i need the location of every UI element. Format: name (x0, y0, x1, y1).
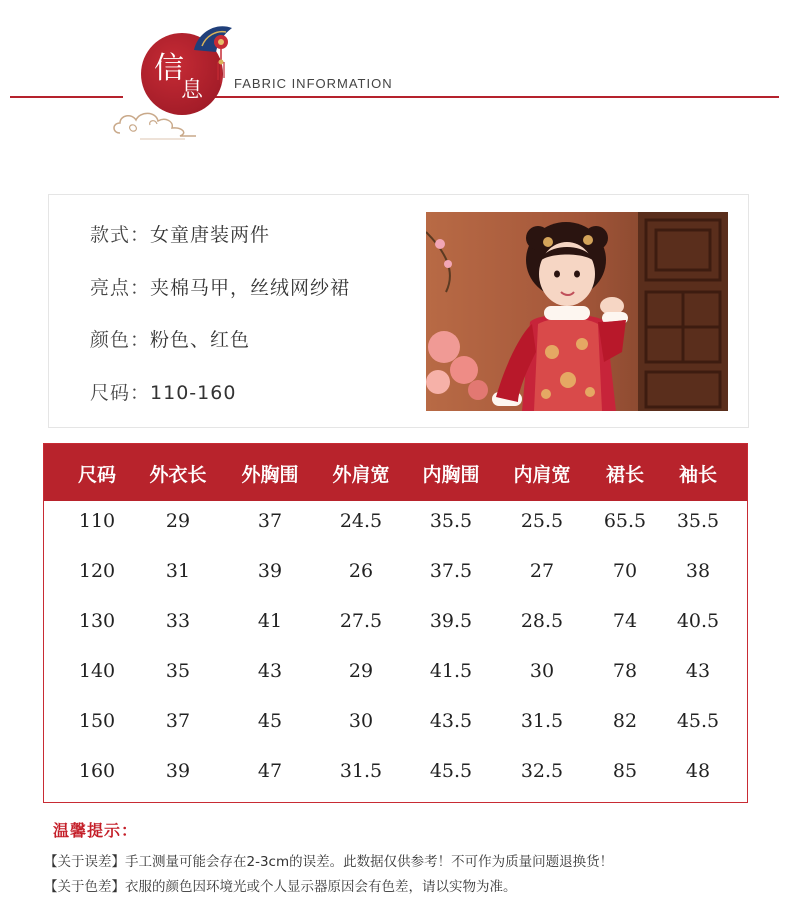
table-cell: 78 (612, 660, 638, 682)
seal-char-1: 信 (154, 51, 184, 86)
table-cell: 45 (257, 710, 283, 732)
fabric-information-title: FABRIC INFORMATION (234, 76, 393, 91)
table-cell: 31.5 (520, 710, 564, 732)
column-header: 外胸围 (241, 464, 299, 486)
section-header (0, 0, 790, 150)
table-cell: 27.5 (339, 610, 383, 632)
table-cell: 140 (78, 660, 116, 682)
table-cell: 48 (685, 760, 711, 782)
table-cell: 35.5 (676, 510, 720, 532)
table-cell: 37 (165, 710, 191, 732)
info-highlights (90, 273, 350, 300)
table-cell: 110 (78, 510, 116, 532)
table-cell: 70 (612, 560, 638, 582)
table-cell: 40.5 (676, 610, 720, 632)
table-cell: 31.5 (339, 760, 383, 782)
table-cell: 28.5 (520, 610, 564, 632)
column-header: 裙长 (605, 464, 645, 486)
info-colors (90, 325, 250, 352)
table-cell: 160 (78, 760, 116, 782)
table-cell: 26 (348, 560, 374, 582)
table-cell: 45.5 (429, 760, 473, 782)
table-cell: 35.5 (429, 510, 473, 532)
table-cell: 41 (257, 610, 283, 632)
table-cell: 65.5 (603, 510, 647, 532)
column-header: 外衣长 (149, 464, 207, 486)
table-cell: 43 (685, 660, 711, 682)
header-rule-right (213, 96, 779, 98)
table-cell: 27 (529, 560, 555, 582)
seal-char-2: 息 (181, 78, 204, 103)
table-cell: 25.5 (520, 510, 564, 532)
column-header: 内胸围 (422, 464, 480, 486)
info-style (90, 220, 270, 247)
table-cell: 41.5 (429, 660, 473, 682)
table-cell: 85 (612, 760, 638, 782)
info-value: 夹棉马甲，丝绒网纱裙 (150, 277, 351, 299)
table-cell: 82 (612, 710, 638, 732)
size-table (43, 443, 748, 803)
column-header: 袖长 (678, 464, 718, 486)
info-label: 尺码： (90, 382, 151, 404)
product-photo (426, 212, 728, 411)
product-info-card (48, 194, 749, 428)
table-cell: 39 (257, 560, 283, 582)
table-cell: 24.5 (339, 510, 383, 532)
info-label: 亮点： (90, 277, 151, 299)
table-cell: 43 (257, 660, 283, 682)
table-cell: 120 (78, 560, 116, 582)
size-table-header (44, 444, 747, 501)
info-label: 款式： (90, 224, 151, 246)
info-sizes (90, 378, 236, 405)
table-cell: 35 (165, 660, 191, 682)
table-cell: 47 (257, 760, 283, 782)
column-header: 外肩宽 (332, 464, 390, 486)
table-cell: 30 (529, 660, 555, 682)
info-value: 110-160 (150, 382, 237, 404)
table-cell: 32.5 (520, 760, 564, 782)
info-value: 粉色、红色 (150, 329, 251, 351)
table-cell: 39.5 (429, 610, 473, 632)
column-header: 内肩宽 (513, 464, 571, 486)
table-cell: 39 (165, 760, 191, 782)
column-header: 尺码 (77, 464, 117, 486)
table-cell: 29 (348, 660, 374, 682)
table-cell: 150 (78, 710, 116, 732)
table-cell: 29 (165, 510, 191, 532)
table-cell: 74 (612, 610, 638, 632)
tip-color-difference: 【关于色差】衣服的颜色因环境光或个人显示器原因会有色差，请以实物为准。 (44, 879, 517, 895)
tips-title: 温馨提示： (53, 821, 139, 840)
header-rule-left (10, 96, 123, 98)
table-cell: 45.5 (676, 710, 720, 732)
table-cell: 33 (165, 610, 191, 632)
info-label: 颜色： (90, 329, 151, 351)
table-cell: 31 (165, 560, 191, 582)
table-cell: 43.5 (429, 710, 473, 732)
table-cell: 130 (78, 610, 116, 632)
table-cell: 37 (257, 510, 283, 532)
table-cell: 30 (348, 710, 374, 732)
table-cell: 38 (685, 560, 711, 582)
tip-measurement-error: 【关于误差】手工测量可能会存在2-3cm的误差。此数据仅供参考！不可作为质量问题退换货！ (44, 854, 614, 870)
table-cell: 37.5 (429, 560, 473, 582)
info-value: 女童唐装两件 (150, 224, 271, 246)
